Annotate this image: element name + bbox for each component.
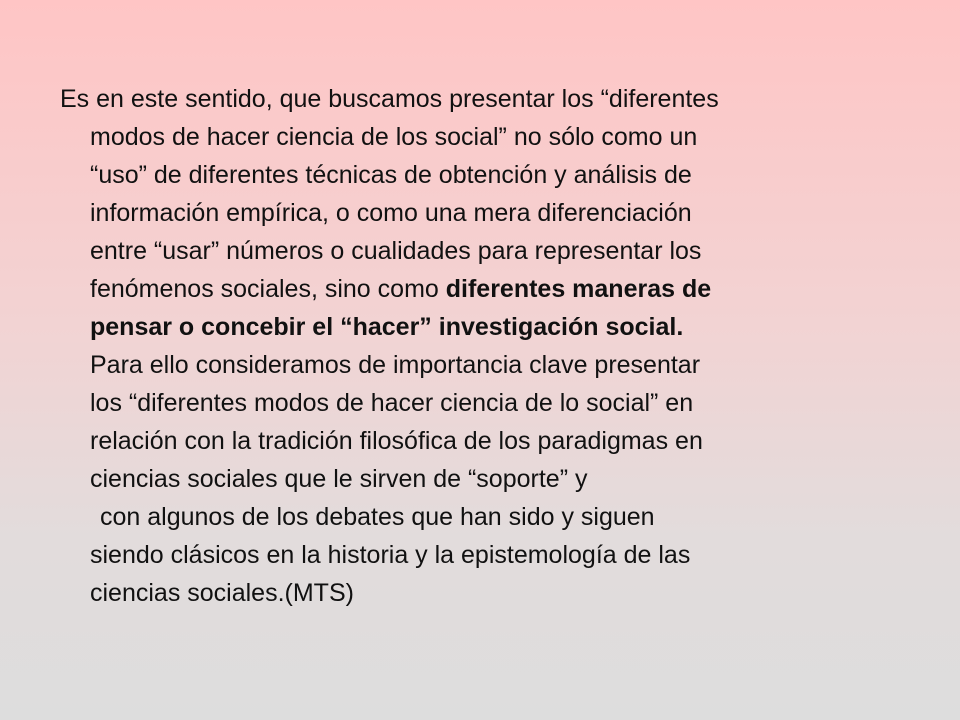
- text-line: modos de hacer ciencia de los social” no sólo como un: [90, 123, 698, 151]
- text-line: siendo clásicos en la historia y la epistemología de las: [90, 541, 691, 569]
- text-line: entre “usar” números o cualidades para representar los: [90, 237, 702, 265]
- text-line: [60, 270, 920, 308]
- text-line: “uso” de diferentes técnicas de obtención y análisis de: [90, 161, 692, 189]
- text-line: información empírica, o como una mera diferenciación: [90, 199, 692, 227]
- body-paragraph: [60, 80, 920, 612]
- text-line: Es en este sentido, que buscamos presentar los “diferentes: [60, 85, 719, 113]
- text-line: Para ello consideramos de importancia clave presentar: [90, 351, 701, 379]
- text-line: ciencias sociales que le sirven de “soporte” y: [90, 465, 588, 493]
- text-fragment: fenómenos sociales, sino como: [90, 275, 446, 303]
- text-line: con algunos de los debates que han sido y siguen: [100, 503, 655, 531]
- text-line: ciencias sociales.(MTS): [90, 579, 354, 607]
- text-line: [60, 308, 920, 346]
- emphasized-text: pensar o concebir el “hacer” investigación social.: [90, 313, 684, 341]
- emphasized-text: diferentes maneras de: [445, 275, 712, 303]
- text-line: los “diferentes modos de hacer ciencia de lo social” en: [90, 389, 694, 417]
- text-line: relación con la tradición filosófica de los paradigmas en: [90, 427, 703, 455]
